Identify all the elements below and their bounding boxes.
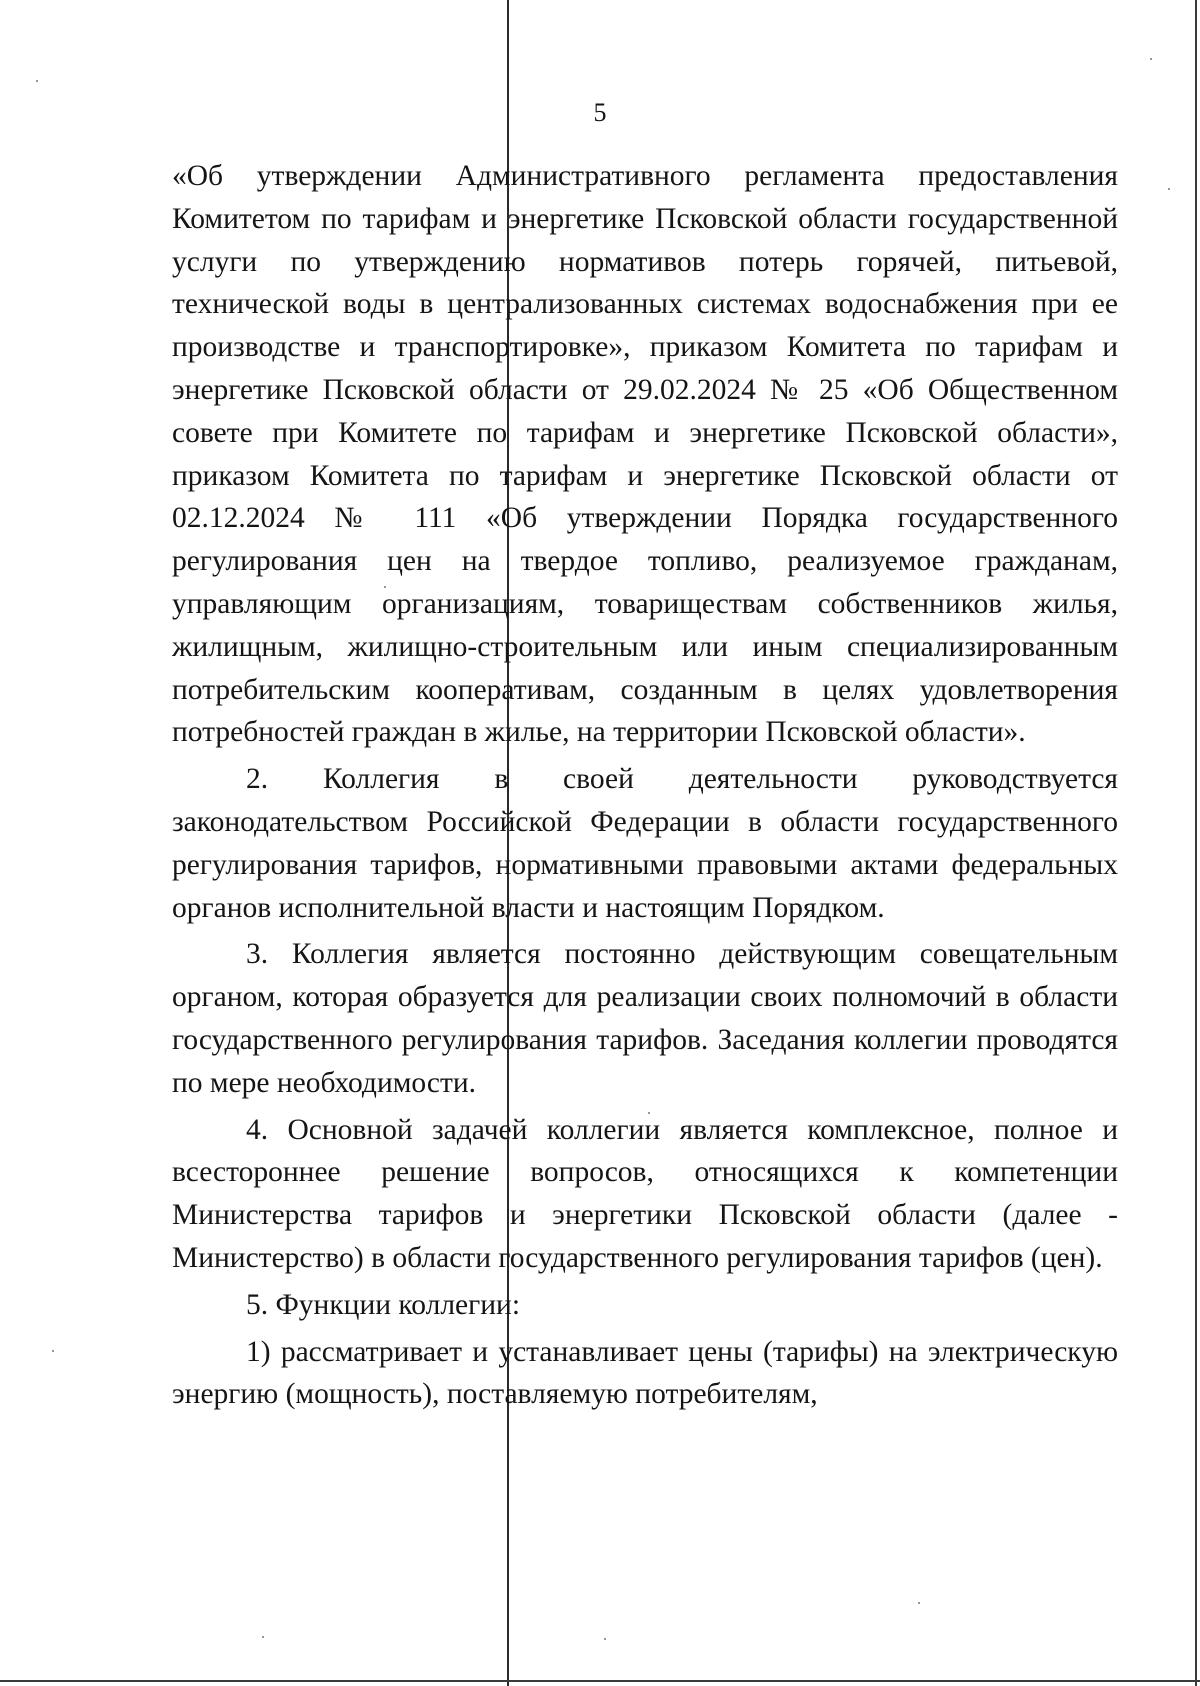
scan-speck [36,80,38,82]
scan-speck [262,1636,264,1638]
paragraph-continuation: «Об утверждении Административного регламента предоставления Комитетом по тарифам и энергетике Псковской области государственной услуги по утверждению нормативов потерь горячей, питьевой, технической воды в централизованных системах водоснабжения при ее производстве и транспортировке», приказом Комитета по тарифам и энергетике Псковской области от 29.02.2024 № 25 «Об Общественном совете при Комитете по тарифам и энергетике Псковской области», приказом Комитета по тарифам и энергетике Псковской области от 02.12.2024 № 111 «Об утверждении Порядка государственного регулирования цен на твердое топливо, реализуемое гражданам, управляющим организациям, товариществам собственников жилья, жилищным, жилищно-строительным или иным специализированным потребительским кооперативам, созданным в целях удовлетворения потребностей граждан в жилье, на территории Псковской области». [172,160,1118,749]
scan-speck [1168,188,1170,190]
scan-edge-right [1195,0,1197,1686]
scan-speck [604,1638,606,1640]
paragraph-item-5-heading: 5. Функции коллегии: [246,1288,521,1321]
paragraph-item-4: 4. Основной задачей коллегии является комплексное, полное и всестороннее решение вопросов, относящихся к компетенции Министерства тарифов и энергетики Псковской области (далее - Министерство) в области государственного регулирования тарифов (цен). [172,1113,1118,1274]
paragraph-subitem-1: 1) рассматривает и устанавливает цены (тарифы) на электрическую энергию (мощность), поставляемую потребителям, [172,1335,1118,1411]
paragraph-item-3: 3. Коллегия является постоянно действующим совещательным органом, которая образуется для реализации своих полномочий в области государственного регулирования тарифов. Заседания коллегии проводятся по мере необходимости. [172,938,1118,1099]
scan-edge-bottom [0,1680,1200,1682]
page-number: 5 [593,98,607,127]
scan-speck [1150,58,1152,60]
paragraph-item-2: 2. Коллегия в своей деятельности руководствуется законодательством Российской Федерации в области государственного регулирования тарифов, нормативными правовыми актами федеральных органов исполнительной власти и настоящим Порядком. [172,763,1118,924]
scan-speck [918,1602,920,1604]
scan-speck [52,1350,54,1352]
document-body [172,155,1118,1416]
